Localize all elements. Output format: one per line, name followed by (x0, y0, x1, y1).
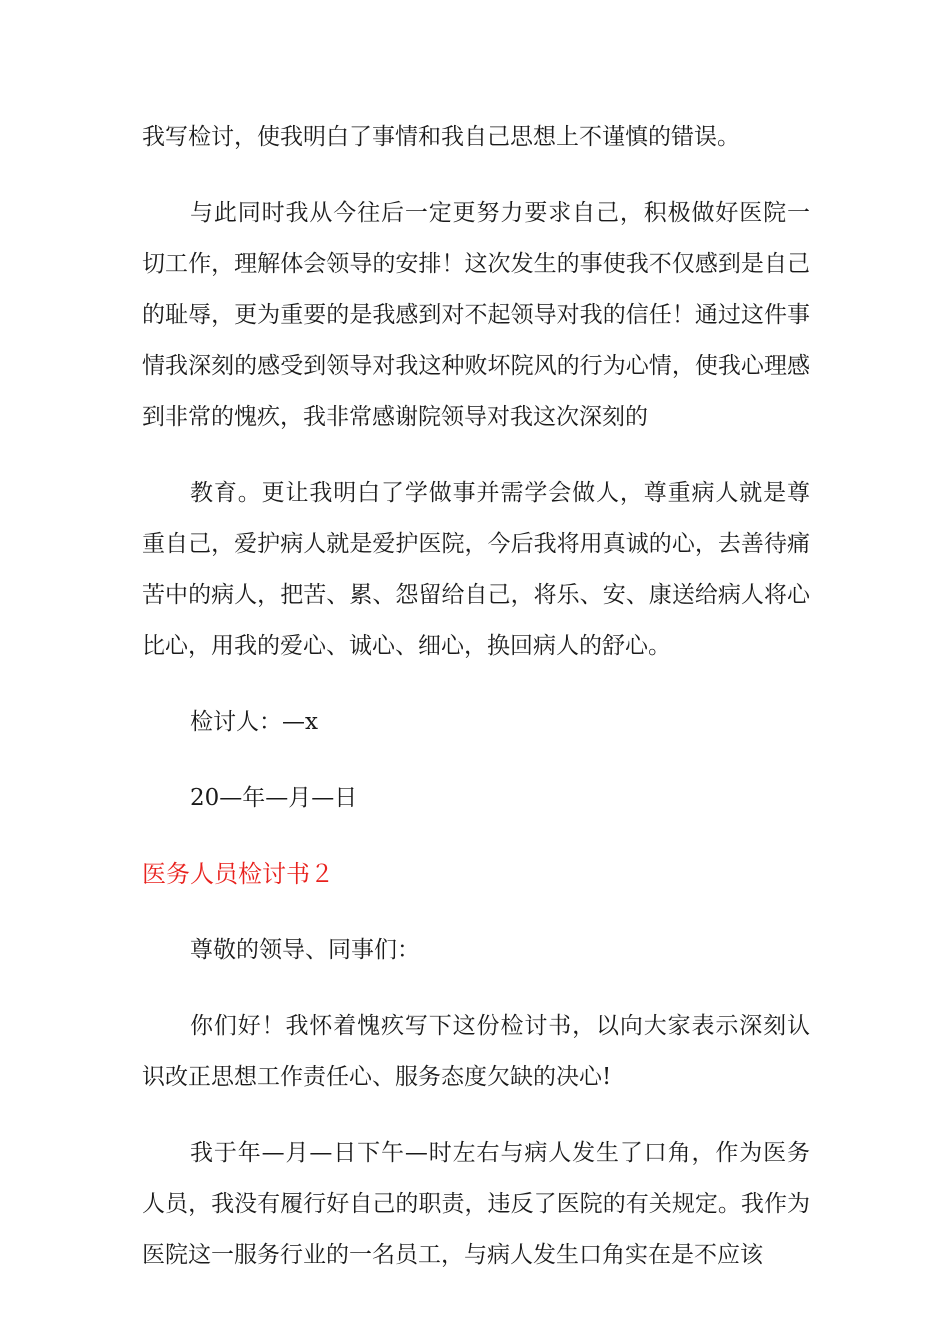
date-line: 20—年—月—日 (190, 785, 358, 811)
signature-line: 检讨人：—x (190, 709, 318, 735)
paragraph-4: 你们好！我怀着愧疚写下这份检讨书，以向大家表示深刻认识改正思想工作责任心、服务态度欠缺的决心! (142, 1013, 810, 1090)
paragraph-1: 我写检讨，使我明白了事情和我自己思想上不谨慎的错误。 (142, 124, 740, 150)
paragraph-3: 教育。更让我明白了学做事并需学会做人，尊重病人就是尊重自己，爱护病人就是爱护医院，今后我将用真诚的心，去善待痛苦中的病人，把苦、累、怨留给自己，将乐、安、康送给病人将心比心，用我的爱心、诚心、细心，换回病人的舒心。 (142, 480, 810, 659)
paragraph-2: 与此同时我从今往后一定更努力要求自己，积极做好医院一切工作，理解体会领导的安排！这次发生的事使我不仅感到是自己的耻辱，更为重要的是我感到对不起领导对我的信任！通过这件事情我深刻的感受到领导对我这种败坏院风的行为心情，使我心理感到非常的愧疚，我非常感谢院领导对我这次深刻的 (142, 200, 810, 430)
paragraph-5: 我于年—月—日下午—时左右与病人发生了口角，作为医务人员，我没有履行好自己的职责，违反了医院的有关规定。我作为医院这一服务行业的一名员工，与病人发生口角实在是不应该 (142, 1140, 810, 1268)
salutation: 尊敬的领导、同事们： (190, 937, 420, 963)
section-heading: 医务人员检讨书２ (142, 860, 334, 888)
